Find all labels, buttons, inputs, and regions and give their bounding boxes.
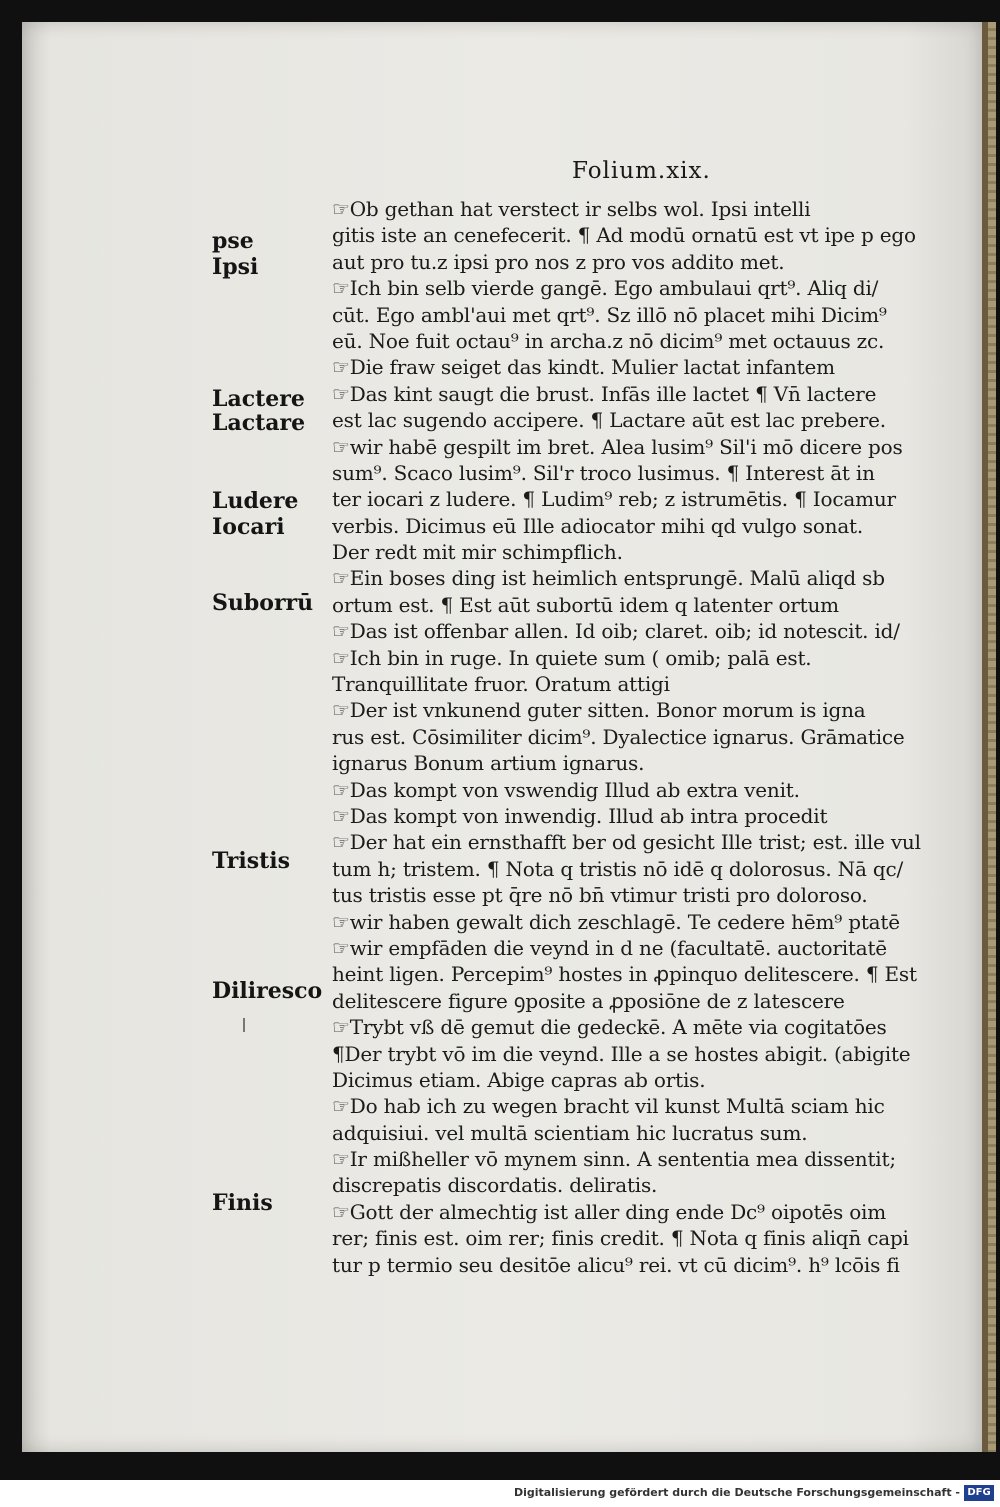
text-line: ter iocari z ludere. ¶ Ludim⁹ reb; z istrumētis. ¶ Iocamur: [332, 487, 896, 512]
text-line: verbis. Dicimus eū Ille adiocator mihi qd vulgo sonat.: [332, 513, 864, 538]
text-line: discrepatis discordatis. deliratis.: [332, 1173, 658, 1198]
text-line: ☞Die fraw seiget das kindt. Mulier lactat infantem: [332, 355, 835, 380]
text-line: ☞Ob gethan hat verstect ir selbs wol. Ipsi intelli: [332, 197, 811, 221]
text-line: rus est. Cōsimiliter dicim⁹. Dyalectice ignarus. Grāmatice: [332, 724, 905, 749]
text-line: ☞Der ist vnkunend guter sitten. Bonor morum is igna: [332, 698, 866, 723]
margin-note: Ludere: [212, 488, 299, 514]
text-line: aut pro tu.z ipsi pro nos z pro vos addito met.: [332, 249, 785, 274]
text-line: ☞wir habē gespilt im bret. Alea lusim⁹ Sil'i mō dicere pos: [332, 434, 903, 459]
margin-note: Tristis: [212, 848, 291, 874]
text-line: ignarus Bonum artium ignarus.: [332, 751, 645, 776]
text-line: tum h; tristem. ¶ Nota q tristis nō idē q dolorosus. Nā qc/: [332, 856, 904, 881]
text-line: ☞Ir mißheller vō mynem sinn. A sententia mea dissentit;: [332, 1147, 896, 1172]
text-line: ☞Das kint saugt die brust. Infās ille lactet ¶ Vn̄ lactere: [332, 381, 877, 406]
ink-mark: [243, 1018, 245, 1032]
running-head: Folium.xix.: [572, 158, 711, 184]
text-line: ☞Ein boses ding ist heimlich entsprungē. Malū aliqd sb: [332, 566, 885, 591]
margin-note: Finis: [212, 1190, 273, 1216]
margin-notes: [212, 0, 322, 1430]
text-line: heint ligen. Percepim⁹ hostes in ꝓpinquo delitescere. ¶ Est: [332, 962, 917, 987]
text-line: ☞Ich bin selb vierde gangē. Ego ambulaui qrt⁹. Aliq di/: [332, 276, 879, 301]
text-line: Dicimus etiam. Abige capras ab ortis.: [332, 1067, 706, 1092]
text-line: sum⁹. Scaco lusim⁹. Sil'r troco lusimus. ¶ Interest āt in: [332, 460, 875, 485]
body-text: [332, 196, 952, 1278]
text-line: tus tristis esse pt q̄re nō bn̄ vtimur tristi pro doloroso.: [332, 883, 868, 908]
margin-note: Diliresco: [212, 978, 323, 1004]
text-line: rer; finis est. oim rer; finis credit. ¶ Nota q finis aliqn̄ capi: [332, 1226, 909, 1251]
text-line: delitescere figure ꝯposite a ꝓposiōne de z latescere: [332, 988, 845, 1013]
dfg-logo: DFG: [964, 1485, 994, 1501]
text-line: ☞Do hab ich zu wegen bracht vil kunst Multā sciam hic: [332, 1094, 885, 1119]
margin-note: Lactare: [212, 410, 306, 436]
margin-note: pse: [212, 228, 254, 254]
text-line: ☞Das ist offenbar allen. Id oib; claret. oib; id notescit. id/: [332, 619, 900, 644]
text-line: eū. Noe fuit octau⁹ in archa.z nō dicim⁹ met octauus zc.: [332, 328, 885, 353]
text-line: cūt. Ego ambl'aui met qrt⁹. Sz illō nō placet mihi Dicim⁹: [332, 302, 887, 327]
text-line: est lac sugendo accipere. ¶ Lactare aūt est lac prebere.: [332, 408, 886, 433]
text-line: Der redt mit mir schimpflich.: [332, 540, 623, 565]
text-line: gitis iste an cenefecerit. ¶ Ad modū ornatū est vt ipe p ego: [332, 223, 916, 248]
text-line: ☞wir empfāden die veynd in d ne (facultatē. auctoritatē: [332, 935, 887, 960]
text-line: ☞Der hat ein ernsthafft ber od gesicht Ille trist; est. ille vul: [332, 830, 921, 855]
margin-note: Iocari: [212, 514, 285, 540]
digitization-credit: Digitalisierung gefördert durch die Deutsche Forschungsgemeinschaft -: [513, 1486, 960, 1499]
text-line: tur p termio seu desitōe alicu⁹ rei. vt cū dicim⁹. h⁹ lcōis fi: [332, 1252, 900, 1277]
margin-note: Lactere: [212, 386, 305, 412]
text-line: ☞Das kompt von vswendig Illud ab extra venit.: [332, 777, 800, 802]
text-line: adquisiui. vel multā scientiam hic lucratus sum.: [332, 1120, 808, 1145]
text-line: ortum est. ¶ Est aūt subortū idem q latenter ortum: [332, 592, 839, 617]
text-line: ¶Der trybt vō im die veynd. Ille a se hostes abigit. (abigite: [332, 1041, 911, 1066]
text-line: ☞wir haben gewalt dich zeschlagē. Te cedere hēm⁹ ptatē: [332, 909, 900, 934]
text-line: Tranquillitate fruor. Oratum attigi: [332, 672, 670, 697]
margin-note: Ipsi: [212, 254, 259, 280]
text-line: ☞Trybt vß dē gemut die gedeckē. A mēte via cogitatōes: [332, 1015, 887, 1040]
digitization-credit-bar: [0, 1480, 1000, 1507]
page-edge: [988, 22, 996, 1452]
text-line: ☞Ich bin in ruge. In quiete sum ( omib; palā est.: [332, 645, 812, 670]
text-line: ☞Gott der almechtig ist aller ding ende Dc⁹ oipotēs oim: [332, 1199, 887, 1224]
margin-note: Suborrū: [212, 590, 314, 616]
text-line: ☞Das kompt von inwendig. Illud ab intra procedit: [332, 803, 828, 828]
